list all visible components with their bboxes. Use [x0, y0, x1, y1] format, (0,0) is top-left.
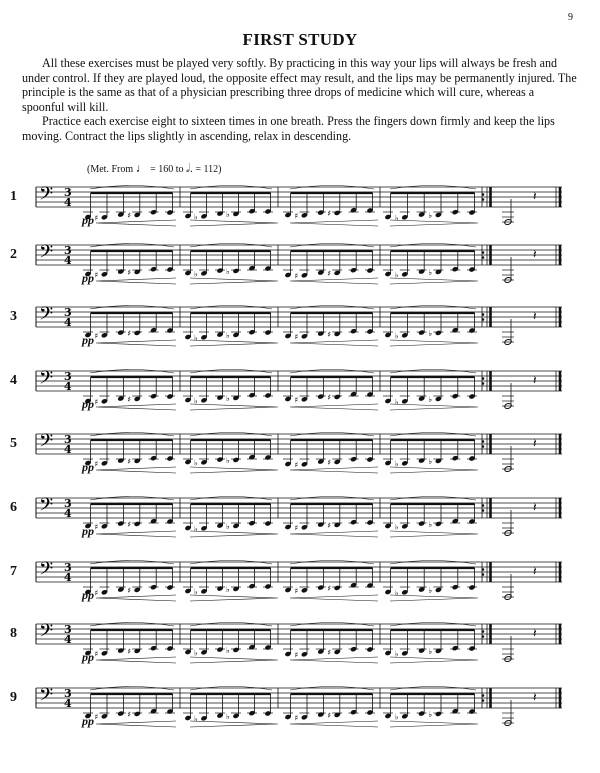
dynamic-marking: pp	[82, 271, 94, 285]
bass-clef-icon: 𝄢	[39, 184, 54, 209]
quarter-rest-icon: 𝄽	[533, 626, 537, 640]
time-signature-bottom: 4	[64, 443, 72, 456]
flat-icon: ♭	[226, 330, 230, 340]
crescendo-hairpin	[96, 278, 176, 284]
flat-icon: ♭	[194, 333, 198, 343]
crescendo-hairpin	[290, 657, 378, 663]
repeat-dot	[482, 573, 485, 576]
flat-icon: ♭	[194, 458, 198, 468]
time-signature-bottom: 4	[64, 254, 72, 267]
sharp-icon: ♯	[127, 519, 132, 529]
exercise-row	[0, 183, 600, 227]
dynamic-marking: pp	[82, 213, 94, 227]
repeat-dot	[482, 377, 485, 380]
crescendo-hairpin	[96, 721, 176, 727]
metronome-to-word: to	[175, 164, 184, 175]
flat-icon: ♭	[226, 584, 230, 594]
quarter-rest-icon: 𝄽	[533, 436, 537, 450]
exercise-number: 3	[10, 309, 17, 324]
bass-clef-icon: 𝄢	[39, 495, 54, 520]
time-signature-bottom: 4	[64, 571, 72, 584]
dynamic-marking: pp	[82, 588, 94, 602]
crescendo-hairpin	[96, 404, 176, 410]
exercise-row	[0, 684, 600, 728]
quarter-rest-icon: 𝄽	[533, 690, 537, 704]
sharp-icon: ♯	[327, 520, 332, 530]
repeat-dot	[482, 313, 485, 316]
dynamic-marking: pp	[82, 333, 94, 347]
flat-icon: ♭	[226, 711, 230, 721]
sharp-icon: ♯	[94, 397, 99, 407]
sharp-icon: ♯	[327, 268, 332, 278]
decrescendo-hairpin	[190, 467, 278, 473]
repeat-dot	[482, 251, 485, 254]
time-signature-top: 3	[64, 244, 72, 257]
crescendo-hairpin	[290, 721, 378, 727]
sharp-icon: ♯	[327, 647, 332, 657]
decrescendo-hairpin	[190, 340, 278, 346]
crescendo-hairpin	[290, 220, 378, 226]
crescendo-hairpin	[96, 340, 176, 346]
decrescendo-hairpin	[190, 278, 278, 284]
quarter-rest-icon: 𝄽	[533, 309, 537, 323]
exercise-number: 6	[10, 500, 17, 515]
repeat-dot	[482, 193, 485, 196]
decrescendo-hairpin	[190, 721, 278, 727]
bass-clef-icon: 𝄢	[39, 242, 54, 267]
crescendo-hairpin	[290, 404, 378, 410]
sharp-icon: ♯	[94, 712, 99, 722]
time-signature-bottom: 4	[64, 316, 72, 329]
metronome-to-value: = 112)	[195, 164, 222, 175]
exercise-number: 1	[10, 189, 17, 204]
exercise-row	[0, 620, 600, 664]
decrescendo-hairpin	[390, 721, 478, 727]
sharp-icon: ♯	[127, 646, 132, 656]
decrescendo-hairpin	[390, 340, 478, 346]
crescendo-hairpin	[96, 657, 176, 663]
sharp-icon: ♯	[327, 457, 332, 467]
sharp-icon: ♯	[294, 211, 299, 221]
time-signature-top: 3	[64, 433, 72, 446]
sharp-icon: ♯	[327, 208, 332, 218]
crescendo-hairpin	[96, 595, 176, 601]
intro-paragraph-1: All these exercises must be played very softly. By practicing in this way your lips will always be fresh and under control. If they are played loud, the opposite effect may result, and the lips may be permanently injured. The principle is the same as that of a physician prescribing three drops of medicine which will cure, whereas a spoonful will kill.	[22, 56, 577, 114]
sharp-icon: ♯	[127, 585, 132, 595]
decrescendo-hairpin	[190, 595, 278, 601]
flat-icon: ♭	[194, 587, 198, 597]
flat-icon: ♭	[428, 328, 433, 338]
dynamic-marking: pp	[82, 397, 94, 411]
time-signature-top: 3	[64, 186, 72, 199]
decrescendo-hairpin	[390, 467, 478, 473]
sharp-icon: ♯	[294, 650, 299, 660]
decrescendo-hairpin	[190, 531, 278, 537]
bass-clef-icon: 𝄢	[39, 685, 54, 710]
exercise-number: 2	[10, 247, 17, 262]
exercise-row	[0, 558, 600, 602]
exercise-row	[0, 430, 600, 474]
bass-clef-icon: 𝄢	[39, 621, 54, 646]
sharp-icon: ♯	[327, 710, 332, 720]
sharp-icon: ♯	[294, 523, 299, 533]
decrescendo-hairpin	[390, 404, 478, 410]
flat-icon: ♭	[428, 210, 433, 220]
flat-icon: ♭	[226, 521, 230, 531]
crescendo-hairpin	[290, 595, 378, 601]
exercise-row	[0, 241, 600, 285]
decrescendo-hairpin	[390, 531, 478, 537]
decrescendo-hairpin	[190, 404, 278, 410]
repeat-dot	[482, 694, 485, 697]
dotted-half-note-icon: 𝅗𝅥.	[186, 161, 193, 175]
repeat-dot	[482, 198, 485, 201]
repeat-dot	[482, 382, 485, 385]
quarter-rest-icon: 𝄽	[533, 373, 537, 387]
sharp-icon: ♯	[327, 392, 332, 402]
dynamic-marking: pp	[82, 714, 94, 728]
sharp-icon: ♯	[294, 395, 299, 405]
decrescendo-hairpin	[390, 657, 478, 663]
intro-paragraph-2: Practice each exercise eight to sixteen times in one breath. Press the fingers down firmly and keep the lips moving. Contract the lips slightly in ascending, relax in descending.	[22, 114, 555, 143]
decrescendo-hairpin	[390, 220, 478, 226]
sharp-icon: ♯	[94, 522, 99, 532]
exercise-row	[0, 303, 600, 347]
repeat-dot	[482, 504, 485, 507]
sharp-icon: ♯	[327, 329, 332, 339]
sharp-icon: ♯	[127, 394, 132, 404]
crescendo-hairpin	[96, 467, 176, 473]
sharp-icon: ♯	[294, 271, 299, 281]
flat-icon: ♭	[226, 393, 230, 403]
repeat-dot	[482, 630, 485, 633]
sharp-icon: ♯	[94, 459, 99, 469]
flat-icon: ♭	[428, 585, 433, 595]
intro-text	[22, 56, 578, 143]
repeat-dot	[482, 256, 485, 259]
exercise-number: 8	[10, 626, 17, 641]
flat-icon: ♭	[394, 397, 399, 407]
metronome-marking	[87, 161, 221, 176]
flat-icon: ♭	[194, 269, 198, 279]
sharp-icon: ♯	[94, 270, 99, 280]
crescendo-hairpin	[96, 531, 176, 537]
crescendo-hairpin	[290, 340, 378, 346]
sharp-icon: ♯	[294, 713, 299, 723]
sharp-icon: ♯	[94, 213, 99, 223]
dynamic-marking: pp	[82, 460, 94, 474]
time-signature-top: 3	[64, 561, 72, 574]
sharp-icon: ♯	[294, 586, 299, 596]
repeat-dot	[482, 568, 485, 571]
flat-icon: ♭	[428, 456, 433, 466]
metronome-from-value: = 160	[150, 164, 174, 175]
decrescendo-hairpin	[390, 278, 478, 284]
flat-icon: ♭	[394, 213, 399, 223]
bass-clef-icon: 𝄢	[39, 559, 54, 584]
exercise-row	[0, 494, 600, 538]
sharp-icon: ♯	[127, 210, 132, 220]
crescendo-hairpin	[290, 531, 378, 537]
time-signature-bottom: 4	[64, 380, 72, 393]
quarter-rest-icon: 𝄽	[533, 500, 537, 514]
crescendo-hairpin	[290, 278, 378, 284]
exercise-number: 4	[10, 373, 17, 388]
crescendo-hairpin	[290, 467, 378, 473]
crescendo-hairpin	[96, 220, 176, 226]
exercise-number: 9	[10, 690, 17, 705]
quarter-note-icon: ♩	[135, 161, 148, 175]
flat-icon: ♭	[194, 524, 198, 534]
flat-icon: ♭	[428, 394, 433, 404]
exercise-number: 7	[10, 564, 17, 579]
flat-icon: ♭	[226, 455, 230, 465]
time-signature-bottom: 4	[64, 196, 72, 209]
flat-icon: ♭	[394, 270, 399, 280]
bass-clef-icon: 𝄢	[39, 431, 54, 456]
sharp-icon: ♯	[127, 709, 132, 719]
sharp-icon: ♯	[127, 456, 132, 466]
repeat-dot	[482, 699, 485, 702]
repeat-dot	[482, 635, 485, 638]
metronome-prefix: (Met. From	[87, 164, 134, 175]
flat-icon: ♭	[194, 648, 198, 658]
bass-clef-icon: 𝄢	[39, 304, 54, 329]
sharp-icon: ♯	[294, 460, 299, 470]
time-signature-top: 3	[64, 687, 72, 700]
time-signature-top: 3	[64, 306, 72, 319]
decrescendo-hairpin	[190, 657, 278, 663]
sharp-icon: ♯	[94, 588, 99, 598]
bass-clef-icon: 𝄢	[39, 368, 54, 393]
time-signature-bottom: 4	[64, 697, 72, 710]
repeat-dot	[482, 445, 485, 448]
flat-icon: ♭	[394, 459, 399, 469]
page-number: 9	[568, 12, 573, 23]
flat-icon: ♭	[226, 266, 230, 276]
dynamic-marking: pp	[82, 650, 94, 664]
sharp-icon: ♯	[94, 331, 99, 341]
time-signature-bottom: 4	[64, 633, 72, 646]
quarter-rest-icon: 𝄽	[533, 564, 537, 578]
flat-icon: ♭	[394, 588, 399, 598]
time-signature-top: 3	[64, 623, 72, 636]
decrescendo-hairpin	[390, 595, 478, 601]
time-signature-bottom: 4	[64, 507, 72, 520]
quarter-rest-icon: 𝄽	[533, 189, 537, 203]
flat-icon: ♭	[428, 519, 433, 529]
flat-icon: ♭	[394, 649, 399, 659]
repeat-dot	[482, 440, 485, 443]
sharp-icon: ♯	[94, 649, 99, 659]
sharp-icon: ♯	[127, 328, 132, 338]
flat-icon: ♭	[194, 714, 198, 724]
sharp-icon: ♯	[294, 332, 299, 342]
exercise-number: 5	[10, 436, 17, 451]
time-signature-top: 3	[64, 370, 72, 383]
time-signature-top: 3	[64, 497, 72, 510]
repeat-dot	[482, 509, 485, 512]
repeat-dot	[482, 318, 485, 321]
flat-icon: ♭	[394, 522, 399, 532]
page-title: FIRST STUDY	[242, 30, 358, 49]
flat-icon: ♭	[226, 645, 230, 655]
flat-icon: ♭	[428, 267, 433, 277]
flat-icon: ♭	[194, 212, 198, 222]
flat-icon: ♭	[194, 396, 198, 406]
sharp-icon: ♯	[327, 583, 332, 593]
sharp-icon: ♯	[127, 267, 132, 277]
quarter-rest-icon: 𝄽	[533, 247, 537, 261]
flat-icon: ♭	[428, 709, 433, 719]
flat-icon: ♭	[428, 646, 433, 656]
flat-icon: ♭	[394, 331, 399, 341]
dynamic-marking: pp	[82, 524, 94, 538]
exercise-row	[0, 367, 600, 411]
decrescendo-hairpin	[190, 220, 278, 226]
flat-icon: ♭	[394, 712, 399, 722]
flat-icon: ♭	[226, 209, 230, 219]
